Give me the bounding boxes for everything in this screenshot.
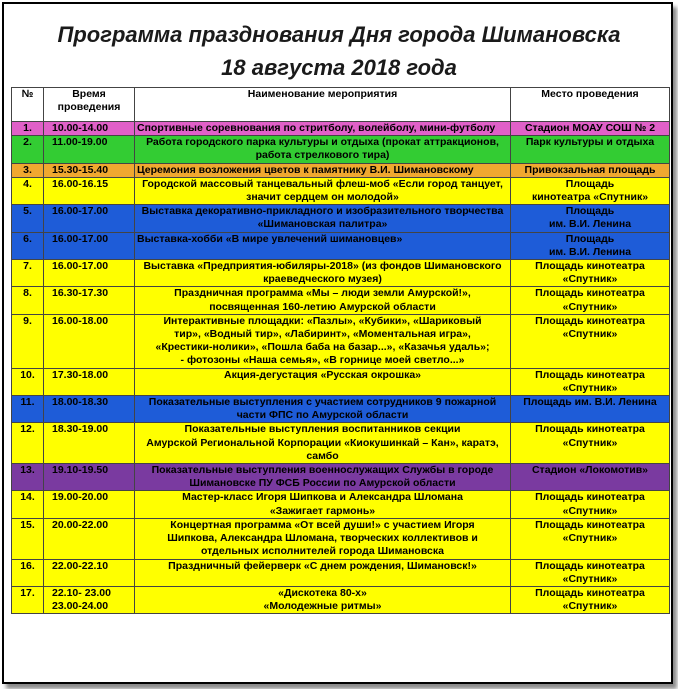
row-time [44, 368, 135, 395]
row-place [511, 518, 670, 559]
row-place-line: Площадь [565, 232, 615, 245]
row-event-name-line: Концертная программа «От всей души!» с участием Игоря [170, 518, 475, 531]
table-row [12, 586, 670, 613]
row-place [511, 122, 670, 136]
table-row [12, 232, 670, 259]
row-place-line: кинотеатра «Спутник» [531, 191, 649, 204]
row-event-name-line: Праздничный фейерверк «С днем рождения, Шимановск!» [168, 559, 477, 572]
row-time [44, 518, 135, 559]
row-event-name [135, 205, 511, 232]
header-time-line1: Время [72, 88, 106, 100]
row-place-line: «Спутник» [562, 300, 618, 313]
row-time [44, 232, 135, 259]
row-event-name [135, 491, 511, 518]
table-row [12, 559, 670, 586]
row-place-line: им. В.И. Ленина [548, 218, 632, 231]
row-place [511, 559, 670, 586]
row-event-name-line: Работа городского парка культуры и отдыха (прокат аттракционов, [146, 136, 499, 149]
row-event-name-line: Выставка «Предприятия-юбиляры-2018» (из фондов Шимановского [143, 260, 502, 273]
row-number: 11. [12, 396, 44, 423]
row-place-line: Привокзальная площадь [524, 163, 656, 176]
row-place-line: Парк культуры и отдыха [525, 136, 655, 149]
row-event-name [135, 232, 511, 259]
row-event-name-line: Выставка декоративно-прикладного и изобразительного творчества [141, 205, 504, 218]
row-time [44, 559, 135, 586]
row-event-name-line: Городской массовый танцевальный флеш-моб «Если город танцует, [142, 177, 503, 190]
row-event-name-line: «Дискотека 80-х» [278, 586, 367, 599]
header-num: № [12, 88, 44, 122]
row-place-line: Стадион «Локомотив» [531, 464, 649, 477]
row-number: 14. [12, 491, 44, 518]
row-time-line: 17.30-18.00 [52, 368, 109, 381]
row-time [44, 177, 135, 204]
row-time-line: 16.00-18.00 [52, 314, 109, 327]
row-event-name [135, 368, 511, 395]
row-number: 1. [12, 122, 44, 136]
header-place: Место проведения [511, 88, 670, 122]
table-row [12, 396, 670, 423]
row-place-line: «Спутник» [562, 328, 618, 341]
row-event-name-line: значит сердцем он молодой» [246, 191, 399, 204]
row-time [44, 314, 135, 368]
row-time-line: 11.00-19.00 [52, 136, 108, 149]
row-number: 15. [12, 518, 44, 559]
row-place [511, 314, 670, 368]
table-row [12, 122, 670, 136]
row-event-name [135, 559, 511, 586]
row-place-line: «Спутник» [562, 436, 618, 449]
row-event-name [135, 287, 511, 314]
row-place [511, 205, 670, 232]
row-event-name-line: Церемония возложения цветов к памятнику В.И. Шимановскому [137, 163, 474, 176]
row-event-name-line: Показательные выступления с участием сотрудников 9 пожарной [148, 396, 497, 409]
row-time [44, 205, 135, 232]
row-place-line: Площадь кинотеатра [535, 368, 645, 381]
row-place-line: «Спутник» [562, 532, 618, 545]
row-place [511, 423, 670, 464]
row-place-line: «Спутник» [562, 504, 618, 517]
row-time [44, 122, 135, 136]
table-row [12, 260, 670, 287]
row-time-line: 22.00-22.10 [52, 559, 109, 572]
row-event-name-line: Показательные выступления воспитанников секции [184, 423, 461, 436]
row-number: 7. [12, 260, 44, 287]
row-event-name-line: Выставка-хобби «В мире увлечений шимановцев» [137, 232, 403, 245]
row-event-name [135, 464, 511, 491]
row-time-line: 19.00-20.00 [52, 491, 109, 504]
row-place-line: им. В.И. Ленина [548, 245, 632, 258]
row-event-name-line: Интерактивные площадки: «Пазлы», «Кубики», «Шариковый [163, 314, 482, 327]
table-row [12, 163, 670, 177]
row-event-name-line: Акция-дегустация «Русская окрошка» [223, 368, 422, 381]
table-row [12, 491, 670, 518]
table-row [12, 314, 670, 368]
row-place [511, 232, 670, 259]
row-place [511, 163, 670, 177]
row-number: 2. [12, 136, 44, 163]
row-time-line: 22.10- 23.00 [52, 586, 111, 599]
row-place [511, 396, 670, 423]
program-table [11, 87, 670, 614]
table-body [12, 122, 670, 614]
table-row [12, 368, 670, 395]
row-place [511, 177, 670, 204]
row-number: 13. [12, 464, 44, 491]
row-time [44, 136, 135, 163]
row-event-name [135, 122, 511, 136]
row-time [44, 163, 135, 177]
row-place-line: Площадь [565, 205, 615, 218]
row-event-name-line: «Крестики-нолики», «Пошла баба на базар...», «Казачья удаль»; [155, 341, 490, 354]
row-time-line: 16.00-17.00 [52, 232, 109, 245]
row-event-name [135, 136, 511, 163]
row-place [511, 586, 670, 613]
row-event-name-line: Спортивные соревнования по стритболу, волейболу, мини-футболу [137, 122, 496, 134]
row-event-name-line: Праздничная программа «Мы – люди земли Амурской!», [174, 287, 471, 300]
row-number: 9. [12, 314, 44, 368]
row-event-name [135, 396, 511, 423]
row-place-line: Площадь кинотеатра [535, 586, 645, 599]
row-time-line: 10.00-14.00 [52, 122, 109, 134]
row-place-line: «Спутник» [562, 381, 618, 394]
header-time [44, 88, 135, 122]
row-time [44, 287, 135, 314]
row-number: 6. [12, 232, 44, 259]
row-event-name [135, 177, 511, 204]
row-event-name-line: работа стрелкового тира) [255, 149, 390, 162]
row-place-line: Площадь кинотеатра [535, 423, 645, 436]
row-place-line: Площадь им. В.И. Ленина [523, 396, 657, 409]
row-time [44, 423, 135, 464]
row-time-line: 18.30-19.00 [52, 423, 109, 436]
row-number: 5. [12, 205, 44, 232]
row-number: 17. [12, 586, 44, 613]
row-event-name-line: самбо [306, 449, 339, 462]
table-row [12, 464, 670, 491]
row-event-name-line: тир», «Водный тир», «Лабиринт», «Моментальная игра», [174, 328, 471, 341]
row-time-line: 20.00-22.00 [52, 518, 109, 531]
row-event-name [135, 314, 511, 368]
row-place-line: Площадь кинотеатра [535, 287, 645, 300]
row-event-name-line: отдельных исполнителей города Шимановска [201, 545, 444, 558]
row-number: 16. [12, 559, 44, 586]
table-row [12, 287, 670, 314]
row-place-line: Стадион МОАУ СОШ № 2 [524, 122, 656, 134]
row-place-line: Площадь кинотеатра [535, 314, 645, 327]
row-place-line: Площадь кинотеатра [535, 518, 645, 531]
row-time-line: 16.00-17.00 [52, 260, 109, 273]
row-event-name-line: - фотозоны «Наша семья», «В горнице моей светло...» [180, 354, 465, 367]
row-event-name-line: «Зажигает гармонь» [269, 504, 376, 517]
table-row [12, 177, 670, 204]
row-place [511, 368, 670, 395]
row-event-name-line: Шимановске ПУ ФСБ России по Амурской области [189, 477, 456, 490]
row-event-name [135, 518, 511, 559]
table-row [12, 136, 670, 163]
row-number: 8. [12, 287, 44, 314]
row-event-name-line: «Шимановская палитра» [257, 218, 388, 231]
row-place-line: «Спутник» [562, 273, 618, 286]
row-time [44, 260, 135, 287]
row-number: 4. [12, 177, 44, 204]
row-time-line: 23.00-24.00 [52, 600, 109, 613]
row-event-name-line: краеведческого музея) [263, 273, 382, 286]
row-time [44, 586, 135, 613]
row-place-line: Площадь кинотеатра [535, 260, 645, 273]
row-event-name-line: «Молодежные ритмы» [263, 600, 382, 613]
row-event-name [135, 423, 511, 464]
row-place [511, 136, 670, 163]
row-place-line: «Спутник» [562, 572, 618, 585]
row-number: 3. [12, 163, 44, 177]
row-event-name [135, 586, 511, 613]
row-event-name-line: части ФПС по Амурской области [236, 409, 409, 422]
row-time-line: 15.30-15.40 [52, 163, 109, 176]
row-number: 10. [12, 368, 44, 395]
row-time-line: 19.10-19.50 [52, 464, 109, 477]
row-time [44, 396, 135, 423]
page-subtitle-date: 18 августа 2018 года [221, 55, 457, 80]
row-event-name [135, 260, 511, 287]
row-time [44, 464, 135, 491]
row-place-line: Площадь [565, 177, 615, 190]
header-name: Наименование мероприятия [135, 88, 511, 122]
table-row [12, 518, 670, 559]
row-place [511, 491, 670, 518]
row-place [511, 287, 670, 314]
row-event-name-line: Мастер-класс Игоря Шипкова и Александра Шломана [182, 491, 463, 504]
row-time-line: 16.30-17.30 [52, 287, 109, 300]
row-event-name-line: Шипкова, Александра Шломана, творческих коллективов и [167, 532, 478, 545]
row-time-line: 16.00-16.15 [52, 177, 109, 190]
table-row [12, 423, 670, 464]
row-place [511, 260, 670, 287]
table-row [12, 205, 670, 232]
header-time-line2: проведения [57, 101, 121, 114]
page-title: Программа празднования Дня города Шимановска [57, 22, 621, 47]
row-place [511, 464, 670, 491]
row-place-line: «Спутник» [562, 600, 618, 613]
row-event-name-line: Показательные выступления военнослужащих Службы в городе [151, 464, 494, 477]
row-number: 12. [12, 423, 44, 464]
row-event-name-line: посвященная 160-летию Амурской области [209, 300, 436, 313]
row-time-line: 18.00-18.30 [52, 396, 109, 409]
table-header-row [12, 88, 670, 122]
row-event-name [135, 163, 511, 177]
row-event-name-line: Амурской Региональной Корпорации «Киокушинкай – Кан», каратэ, [146, 436, 499, 449]
row-time-line: 16.00-17.00 [52, 205, 109, 218]
row-time [44, 491, 135, 518]
row-place-line: Площадь кинотеатра [535, 559, 645, 572]
row-place-line: Площадь кинотеатра [535, 491, 645, 504]
